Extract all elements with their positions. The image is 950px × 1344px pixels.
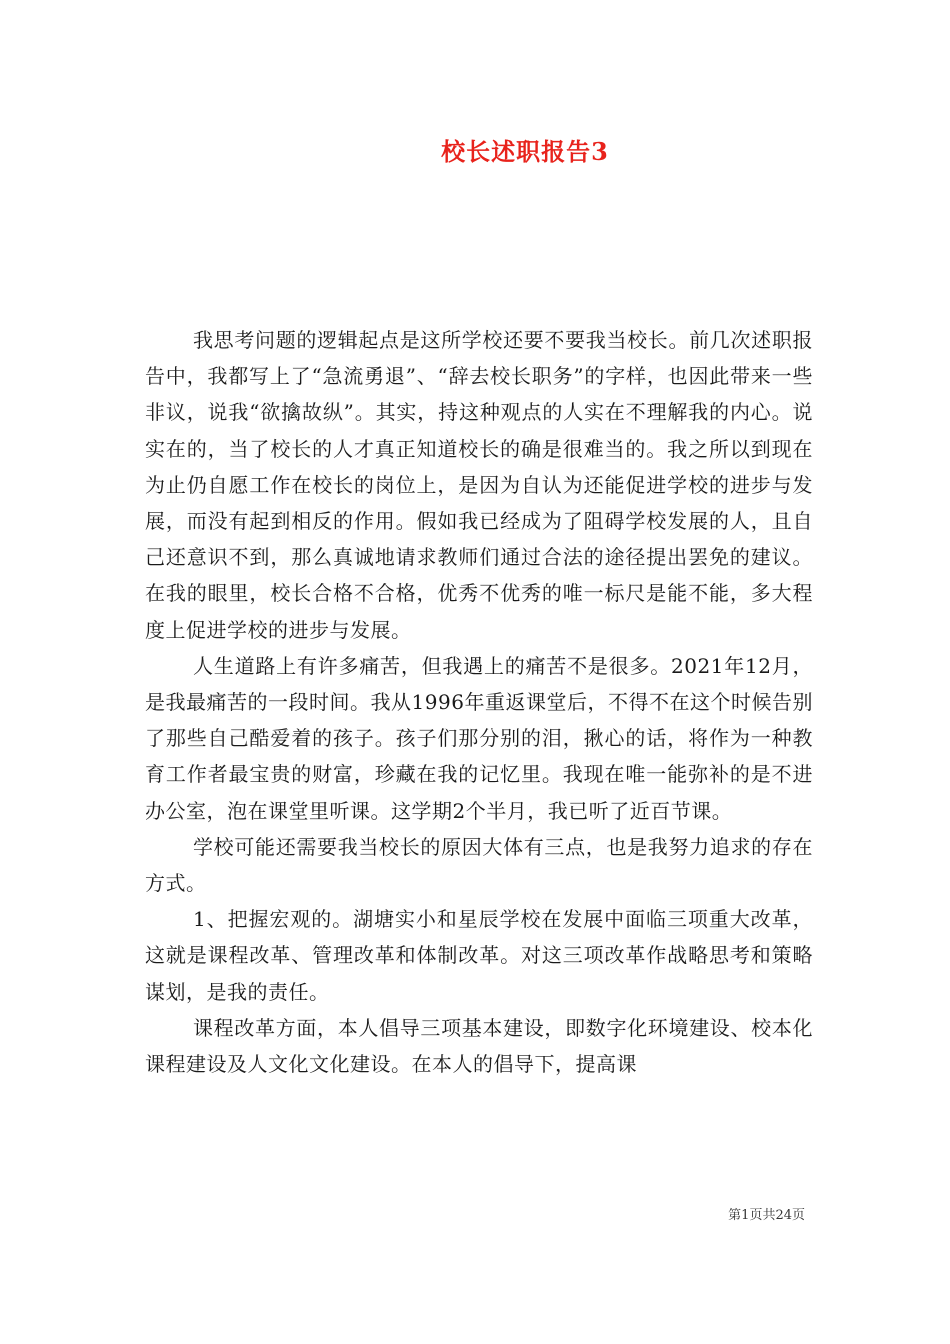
document-body xyxy=(145,322,813,1082)
paragraph: 学校可能还需要我当校长的原因大体有三点，也是我努力追求的存在方式。 xyxy=(145,834,813,896)
paragraph: 1、把握宏观的。湖塘实小和星辰学校在发展中面临三项重大改革，这就是课程改革、管理改革和体制改革。对这三项改革作战略思考和策略谋划，是我的责任。 xyxy=(145,907,813,1004)
document-title: 校长述职报告3 xyxy=(441,137,609,166)
paragraph: 我思考问题的逻辑起点是这所学校还要不要我当校长。前几次述职报告中，我都写上了“急流勇退”、“辞去校长职务”的字样，也因此带来一些非议，说我“欲擒故纵”。其实，持这种观点的人实在不理解我的内心。说实在的，当了校长的人才真正知道校长的确是很难当的。我之所以到现在为止仍自愿工作在校长的岗位上，是因为自认为还能促进学校的进步与发展，而没有起到相反的作用。假如我已经成为了阻碍学校发展的人，且自己还意识不到，那么真诚地请求教师们通过合法的途径提出罢免的建议。在我的眼里，校长合格不合格，优秀不优秀的唯一标尺是能不能，多大程度上促进学校的进步与发展。 xyxy=(145,328,813,642)
paragraph: 课程改革方面，本人倡导三项基本建设，即数字化环境建设、校本化课程建设及人文化文化建设。在本人的倡导下，提高课 xyxy=(145,1015,813,1077)
paragraph: 人生道路上有许多痛苦，但我遇上的痛苦不是很多。2021年12月，是我最痛苦的一段时间。我从1996年重返课堂后，不得不在这个时候告别了那些自己酷爱着的孩子。孩子们那分别的泪，揪心的话，将作为一种教育工作者最宝贵的财富，珍藏在我的记忆里。我现在唯一能弥补的是不进办公室，泡在课堂里听课。这学期2个半月，我已听了近百节课。 xyxy=(145,653,813,823)
page-number-footer: 第1页共24页 xyxy=(728,1208,805,1223)
